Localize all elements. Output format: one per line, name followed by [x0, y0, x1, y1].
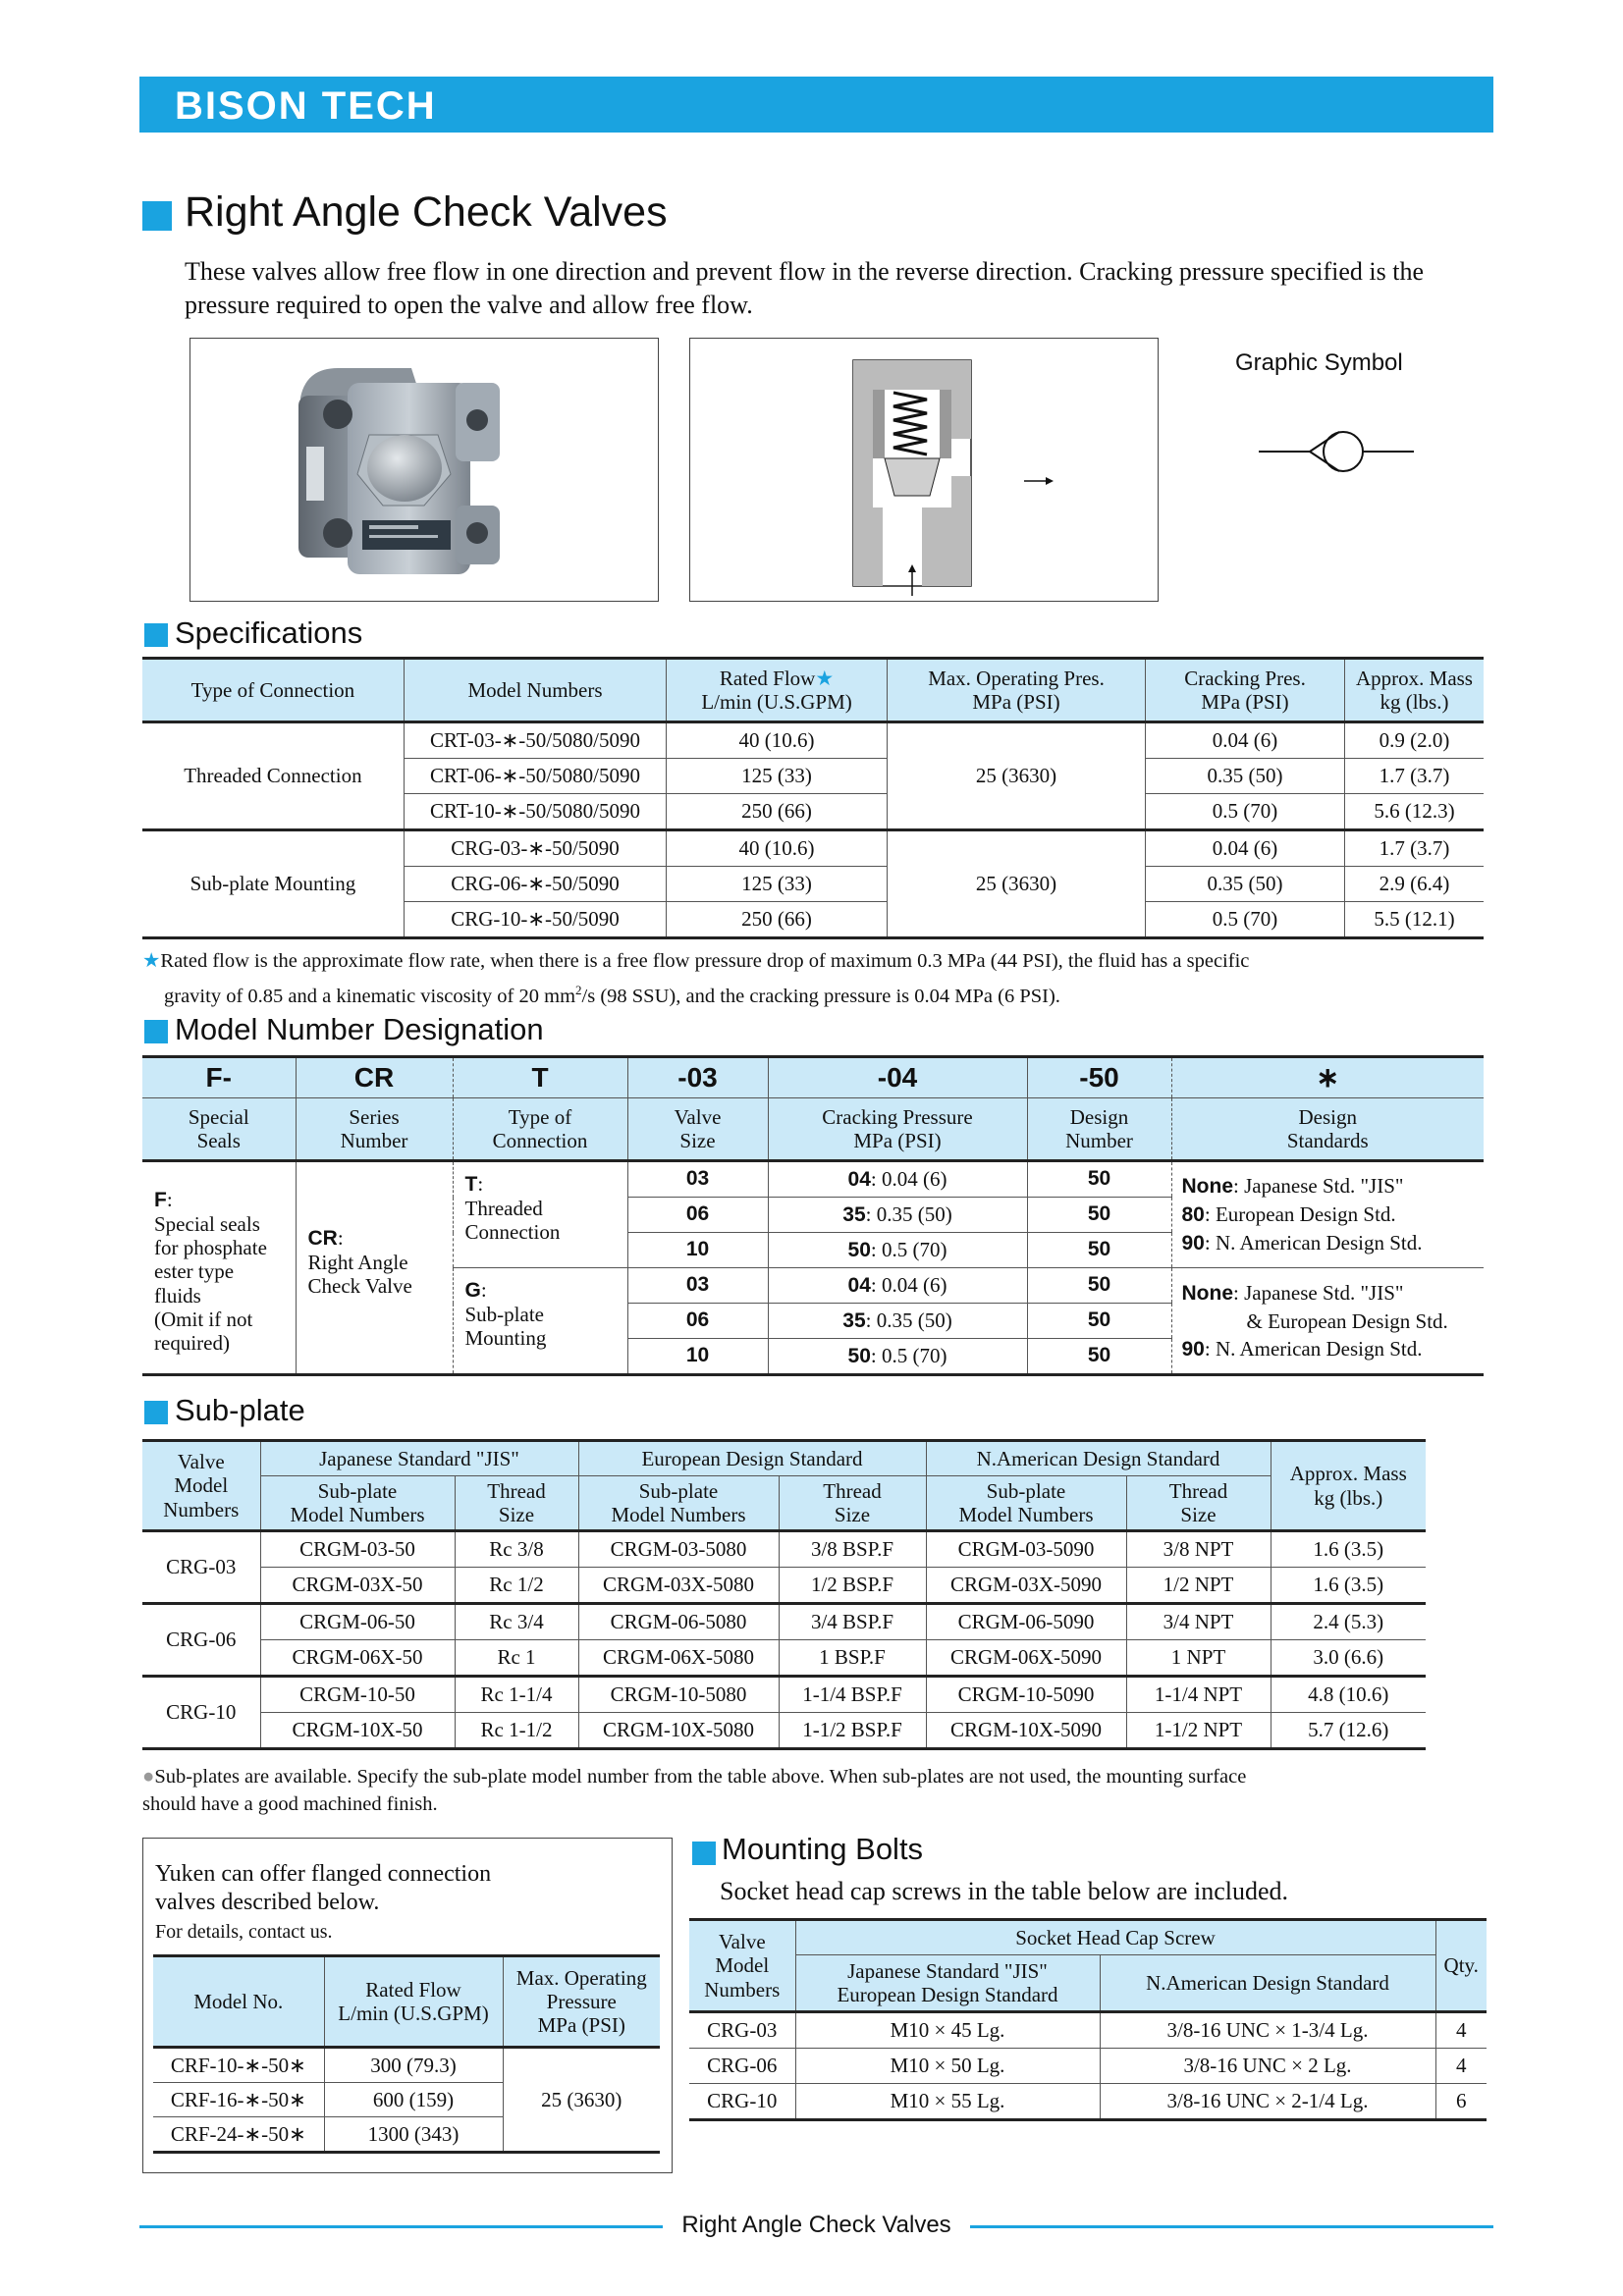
spec-mass: 5.6 (12.3): [1344, 794, 1484, 830]
sp-cell: 1/2 BSP.F: [779, 1568, 926, 1604]
sp-header-mass: Approx. Mass kg (lbs.): [1271, 1441, 1426, 1531]
name-standards: Design Standards: [1171, 1098, 1484, 1161]
cross-section-illustration: [690, 339, 1158, 601]
footer-title: Right Angle Check Valves: [681, 2212, 951, 2238]
connection-subplate: G: Sub-plate Mounting: [453, 1268, 627, 1375]
sp-cell: Rc 1-1/4: [455, 1677, 578, 1713]
intro-paragraph: These valves allow free flow in one direction and prevent flow in the reverse direction. Cracking pressure specified is the pressure required to open the valve and allow free flow.: [185, 257, 1424, 319]
brand-banner: [139, 77, 1493, 133]
footer-rule-left: [139, 2225, 663, 2228]
standards-threaded: None: Japanese Std. "JIS" 80: European Design Std. 90: N. American Design Std.: [1171, 1161, 1484, 1268]
mb-header-valve: Valve Model Numbers: [689, 1920, 795, 2012]
flanged-table: [153, 1954, 660, 2154]
sp-cell: 1 BSP.F: [779, 1640, 926, 1677]
mb-jis: M10 × 45 Lg.: [795, 2012, 1100, 2049]
code-connection: T: [453, 1057, 627, 1098]
spec-cracking: 0.04 (6): [1146, 722, 1345, 759]
sp-cell: CRGM-06X-50: [260, 1640, 455, 1677]
sp-cell: CRGM-03X-50: [260, 1568, 455, 1604]
fl-flow: 600 (159): [324, 2083, 503, 2117]
name-design: Design Number: [1027, 1098, 1171, 1161]
spec-header-cracking: Cracking Pres. MPa (PSI): [1146, 659, 1345, 722]
mb-header-na: N.American Design Standard: [1100, 1955, 1435, 2012]
subplate-header-row: [142, 1441, 1426, 1476]
spec-max-pressure: 25 (3630): [887, 830, 1145, 938]
spec-model: CRT-06-∗-50/5080/5090: [404, 759, 666, 794]
sp-sub-model: Sub-plate Model Numbers: [578, 1476, 779, 1531]
sp-cell: CRGM-03-5080: [578, 1531, 779, 1568]
fl-header-pressure: Max. Operating Pressure MPa (PSI): [503, 1956, 660, 2048]
size-cell: 03: [627, 1268, 768, 1304]
design-cell: 50: [1027, 1339, 1171, 1375]
fl-header-flow: Rated Flow L/min (U.S.GPM): [324, 1956, 503, 2048]
sp-cell: 1 NPT: [1126, 1640, 1271, 1677]
code-series: CR: [296, 1057, 453, 1098]
product-photo: [189, 338, 659, 602]
name-size: Valve Size: [627, 1098, 768, 1161]
flanged-header-row: [153, 1956, 660, 2048]
spec-header-row: [142, 659, 1484, 722]
sp-cell: 1-1/2 NPT: [1126, 1713, 1271, 1749]
sp-cell: CRGM-06-50: [260, 1604, 455, 1640]
sp-header-jis: Japanese Standard "JIS": [260, 1441, 578, 1476]
spec-type: Threaded Connection: [142, 722, 404, 830]
mounting-bolts-bullet: [692, 1842, 716, 1865]
sp-cell: 1/2 NPT: [1126, 1568, 1271, 1604]
code-seals: F-: [142, 1057, 296, 1098]
spec-flow: 40 (10.6): [667, 722, 888, 759]
sp-cell: CRGM-06-5090: [926, 1604, 1126, 1640]
flanged-intro: Yuken can offer flanged connection valves described below. For details, contact us.: [155, 1861, 492, 1943]
table-row: [153, 2048, 660, 2083]
sp-cell: CRGM-06X-5080: [578, 1640, 779, 1677]
spec-flow: 250 (66): [667, 794, 888, 830]
sp-cell: 3.0 (6.6): [1271, 1640, 1426, 1677]
sp-cell: 4.8 (10.6): [1271, 1677, 1426, 1713]
spec-mass: 2.9 (6.4): [1344, 867, 1484, 902]
mounting-bolts-table: [689, 1918, 1487, 2121]
fl-header-model: Model No.: [153, 1956, 324, 2048]
cracking-cell: 04: 0.04 (6): [768, 1161, 1027, 1198]
spec-cracking: 0.35 (50): [1146, 759, 1345, 794]
sp-cell: CRGM-10X-50: [260, 1713, 455, 1749]
bolts-subheader-row: [689, 1955, 1487, 2012]
size-cell: 06: [627, 1198, 768, 1233]
sp-valve: CRG-03: [142, 1531, 260, 1604]
sp-cell: 3/8 BSP.F: [779, 1531, 926, 1568]
sp-cell: Rc 3/4: [455, 1604, 578, 1640]
spec-cracking: 0.5 (70): [1146, 794, 1345, 830]
sp-cell: 5.7 (12.6): [1271, 1713, 1426, 1749]
table-row: [689, 2012, 1487, 2049]
mb-header-jis: Japanese Standard "JIS" European Design Standard: [795, 1955, 1100, 2012]
cracking-cell: 35: 0.35 (50): [768, 1198, 1027, 1233]
mb-valve: CRG-03: [689, 2012, 795, 2049]
sp-sub-model: Sub-plate Model Numbers: [260, 1476, 455, 1531]
designation-name-row: [142, 1098, 1484, 1161]
check-valve-symbol-icon: [1257, 412, 1424, 491]
sp-cell: 1.6 (3.5): [1271, 1531, 1426, 1568]
sp-cell: CRGM-06X-5090: [926, 1640, 1126, 1677]
title-bullet: [142, 201, 172, 231]
table-row: [142, 1604, 1426, 1640]
sp-thread: Thread Size: [779, 1476, 926, 1531]
size-cell: 03: [627, 1161, 768, 1198]
sp-cell: 1-1/4 BSP.F: [779, 1677, 926, 1713]
model-number-bullet: [144, 1020, 168, 1043]
graphic-symbol-label: Graphic Symbol: [1235, 349, 1403, 376]
design-cell: 50: [1027, 1198, 1171, 1233]
sp-cell: CRGM-10X-5080: [578, 1713, 779, 1749]
design-cell: 50: [1027, 1233, 1171, 1268]
bullet-dot-icon: ●: [142, 1766, 155, 1788]
mb-na: 3/8-16 UNC × 2-1/4 Lg.: [1100, 2084, 1435, 2120]
sp-cell: CRGM-03-50: [260, 1531, 455, 1568]
sp-header-valve: Valve Model Numbers: [142, 1441, 260, 1531]
spec-header-max-pressure: Max. Operating Pres. MPa (PSI): [887, 659, 1145, 722]
spec-model: CRG-10-∗-50/5090: [404, 902, 666, 938]
model-designation-table: [142, 1055, 1484, 1376]
mb-jis: M10 × 50 Lg.: [795, 2049, 1100, 2084]
sp-cell: CRGM-03-5090: [926, 1531, 1126, 1568]
sp-cell: 3/8 NPT: [1126, 1531, 1271, 1568]
spec-cracking: 0.5 (70): [1146, 902, 1345, 938]
sp-cell: Rc 1/2: [455, 1568, 578, 1604]
spec-model: CRG-06-∗-50/5090: [404, 867, 666, 902]
subplate-table: [142, 1439, 1426, 1750]
model-number-heading: Model Number Designation: [175, 1012, 544, 1046]
spec-mass: 1.7 (3.7): [1344, 759, 1484, 794]
standards-subplate: None: Japanese Std. "JIS" & European Design Std. 90: N. American Design Std.: [1171, 1268, 1484, 1375]
mb-jis: M10 × 55 Lg.: [795, 2084, 1100, 2120]
spec-model: CRG-03-∗-50/5090: [404, 830, 666, 867]
fl-pressure: 25 (3630): [503, 2048, 660, 2153]
spec-flow: 40 (10.6): [667, 830, 888, 867]
fl-model: CRF-16-∗-50∗: [153, 2083, 324, 2117]
mb-na: 3/8-16 UNC × 2 Lg.: [1100, 2049, 1435, 2084]
spec-header-model: Model Numbers: [404, 659, 666, 722]
spec-flow: 125 (33): [667, 759, 888, 794]
connection-threaded: T: Threaded Connection: [453, 1161, 627, 1268]
table-row: [142, 1713, 1426, 1749]
page-title: Right Angle Check Valves: [185, 188, 668, 236]
mb-header-qty: Qty.: [1435, 1920, 1487, 2012]
sp-header-na: N.American Design Standard: [926, 1441, 1271, 1476]
sp-thread: Thread Size: [1126, 1476, 1271, 1531]
sp-cell: CRGM-06-5080: [578, 1604, 779, 1640]
mb-na: 3/8-16 UNC × 1-3/4 Lg.: [1100, 2012, 1435, 2049]
mb-valve: CRG-06: [689, 2049, 795, 2084]
code-size: -03: [627, 1057, 768, 1098]
sp-cell: Rc 1: [455, 1640, 578, 1677]
valve-photo-illustration: [190, 339, 658, 601]
specifications-heading: Specifications: [175, 615, 363, 650]
spec-header-mass: Approx. Mass kg (lbs.): [1344, 659, 1484, 722]
spec-mass: 1.7 (3.7): [1344, 830, 1484, 867]
sp-cell: 1-1/2 BSP.F: [779, 1713, 926, 1749]
designation-code-row: [142, 1057, 1484, 1098]
sp-cell: 3/4 BSP.F: [779, 1604, 926, 1640]
spec-max-pressure: 25 (3630): [887, 722, 1145, 830]
sp-sub-model: Sub-plate Model Numbers: [926, 1476, 1126, 1531]
flanged-valves-box: [142, 1838, 673, 2173]
table-row: [689, 2084, 1487, 2120]
table-row: [142, 830, 1484, 867]
cracking-cell: 04: 0.04 (6): [768, 1268, 1027, 1304]
fl-model: CRF-24-∗-50∗: [170, 2121, 306, 2146]
design-cell: 50: [1027, 1268, 1171, 1304]
table-row: [142, 1531, 1426, 1568]
table-row: [142, 1640, 1426, 1677]
code-standards: ∗: [1171, 1057, 1484, 1098]
name-cracking: Cracking Pressure MPa (PSI): [768, 1098, 1027, 1161]
name-series: Series Number: [296, 1098, 453, 1161]
footer-rule-right: [970, 2225, 1493, 2228]
spec-cracking: 0.35 (50): [1146, 867, 1345, 902]
spec-mass: 5.5 (12.1): [1344, 902, 1484, 938]
mounting-bolts-heading: Mounting Bolts: [722, 1832, 924, 1866]
spec-flow: 125 (33): [667, 867, 888, 902]
sp-header-eu: European Design Standard: [578, 1441, 926, 1476]
code-cracking: -04: [768, 1057, 1027, 1098]
brand-name: BISON TECH: [175, 84, 437, 128]
series-description: CR: Right Angle Check Valve: [296, 1161, 453, 1375]
mounting-bolts-subtitle: Socket head cap screws in the table below are included.: [720, 1877, 1288, 1905]
table-row: [142, 1568, 1426, 1604]
mb-qty: 4: [1435, 2049, 1487, 2084]
size-cell: 06: [627, 1304, 768, 1339]
subplate-bullet: [144, 1401, 168, 1424]
rated-flow-footnote: ★Rated flow is the approximate flow rate, when there is a free flow pressure drop of maximum 0.3 MPa (44 PSI), the fluid has a specific gravity of 0.85 and a kinematic viscosity of 20 $mm^2/s$ (98 SSU), and the cracking pressure is 0.04 MPa (6 PSI).: [142, 948, 1250, 1007]
spec-model: CRT-03-∗-50/5080/5090: [404, 722, 666, 759]
sp-cell: 2.4 (5.3): [1271, 1604, 1426, 1640]
fl-flow: 1300 (343): [324, 2117, 503, 2153]
design-cell: 50: [1027, 1161, 1171, 1198]
sp-cell: CRGM-03X-5080: [578, 1568, 779, 1604]
design-cell: 50: [1027, 1304, 1171, 1339]
code-design: -50: [1027, 1057, 1171, 1098]
mb-valve: CRG-10: [707, 2089, 778, 2113]
spec-type: Sub-plate Mounting: [189, 872, 356, 896]
cracking-cell: 50: 0.5 (70): [768, 1339, 1027, 1375]
cracking-cell: 35: 0.35 (50): [768, 1304, 1027, 1339]
table-row: [142, 722, 1484, 759]
sp-cell: 3/4 NPT: [1126, 1604, 1271, 1640]
spec-header-type: Type of Connection: [142, 659, 404, 722]
fl-flow: 300 (79.3): [324, 2048, 503, 2083]
spec-mass: 0.9 (2.0): [1344, 722, 1484, 759]
sp-cell: CRGM-10-5090: [926, 1677, 1126, 1713]
fl-model: CRF-10-∗-50∗: [153, 2048, 324, 2083]
table-row: [142, 1161, 1484, 1198]
subplate-subheader-row: [142, 1476, 1426, 1531]
sp-valve: CRG-10: [166, 1700, 237, 1725]
bolts-header-row: [689, 1920, 1487, 1955]
sp-cell: Rc 1-1/2: [455, 1713, 578, 1749]
table-row: [689, 2049, 1487, 2084]
spec-model: CRT-10-∗-50/5080/5090: [404, 794, 666, 830]
size-cell: 10: [627, 1339, 768, 1375]
specifications-bullet: [144, 623, 168, 647]
table-row: [142, 1677, 1426, 1713]
specifications-table: [142, 657, 1484, 939]
star-marker-icon: ★: [142, 948, 161, 972]
mb-header-screw: Socket Head Cap Screw: [795, 1920, 1435, 1955]
sp-cell: 1-1/4 NPT: [1126, 1677, 1271, 1713]
sp-valve: CRG-06: [142, 1604, 260, 1677]
spec-header-flow: Rated Flow★ L/min (U.S.GPM): [667, 659, 888, 722]
seals-description: F: Special seals for phosphate ester type fluids (Omit if not required): [154, 1188, 267, 1355]
size-cell: 10: [627, 1233, 768, 1268]
subplate-heading: Sub-plate: [175, 1393, 305, 1427]
star-marker-icon: ★: [815, 666, 835, 690]
name-connection: Type of Connection: [453, 1098, 627, 1161]
sp-cell: 1.6 (3.5): [1271, 1568, 1426, 1604]
spec-flow: 250 (66): [667, 902, 888, 938]
mb-qty: 6: [1435, 2084, 1487, 2120]
sp-cell: CRGM-10X-5090: [926, 1713, 1126, 1749]
name-seals: Special Seals: [142, 1098, 296, 1161]
sp-thread: Thread Size: [455, 1476, 578, 1531]
sp-cell: CRGM-10-50: [260, 1677, 455, 1713]
sp-cell: Rc 3/8: [455, 1531, 578, 1568]
mb-qty: 4: [1435, 2012, 1487, 2049]
subplate-footnote: ●Sub-plates are available. Specify the sub-plate model number from the table above. When sub-plates are not used, the mounting surface should have a good machined finish.: [142, 1766, 1247, 1815]
spec-cracking: 0.04 (6): [1146, 830, 1345, 867]
sp-cell: CRGM-10-5080: [578, 1677, 779, 1713]
cross-section-diagram: [689, 338, 1159, 602]
cracking-cell: 50: 0.5 (70): [768, 1233, 1027, 1268]
sp-cell: CRGM-03X-5090: [926, 1568, 1126, 1604]
